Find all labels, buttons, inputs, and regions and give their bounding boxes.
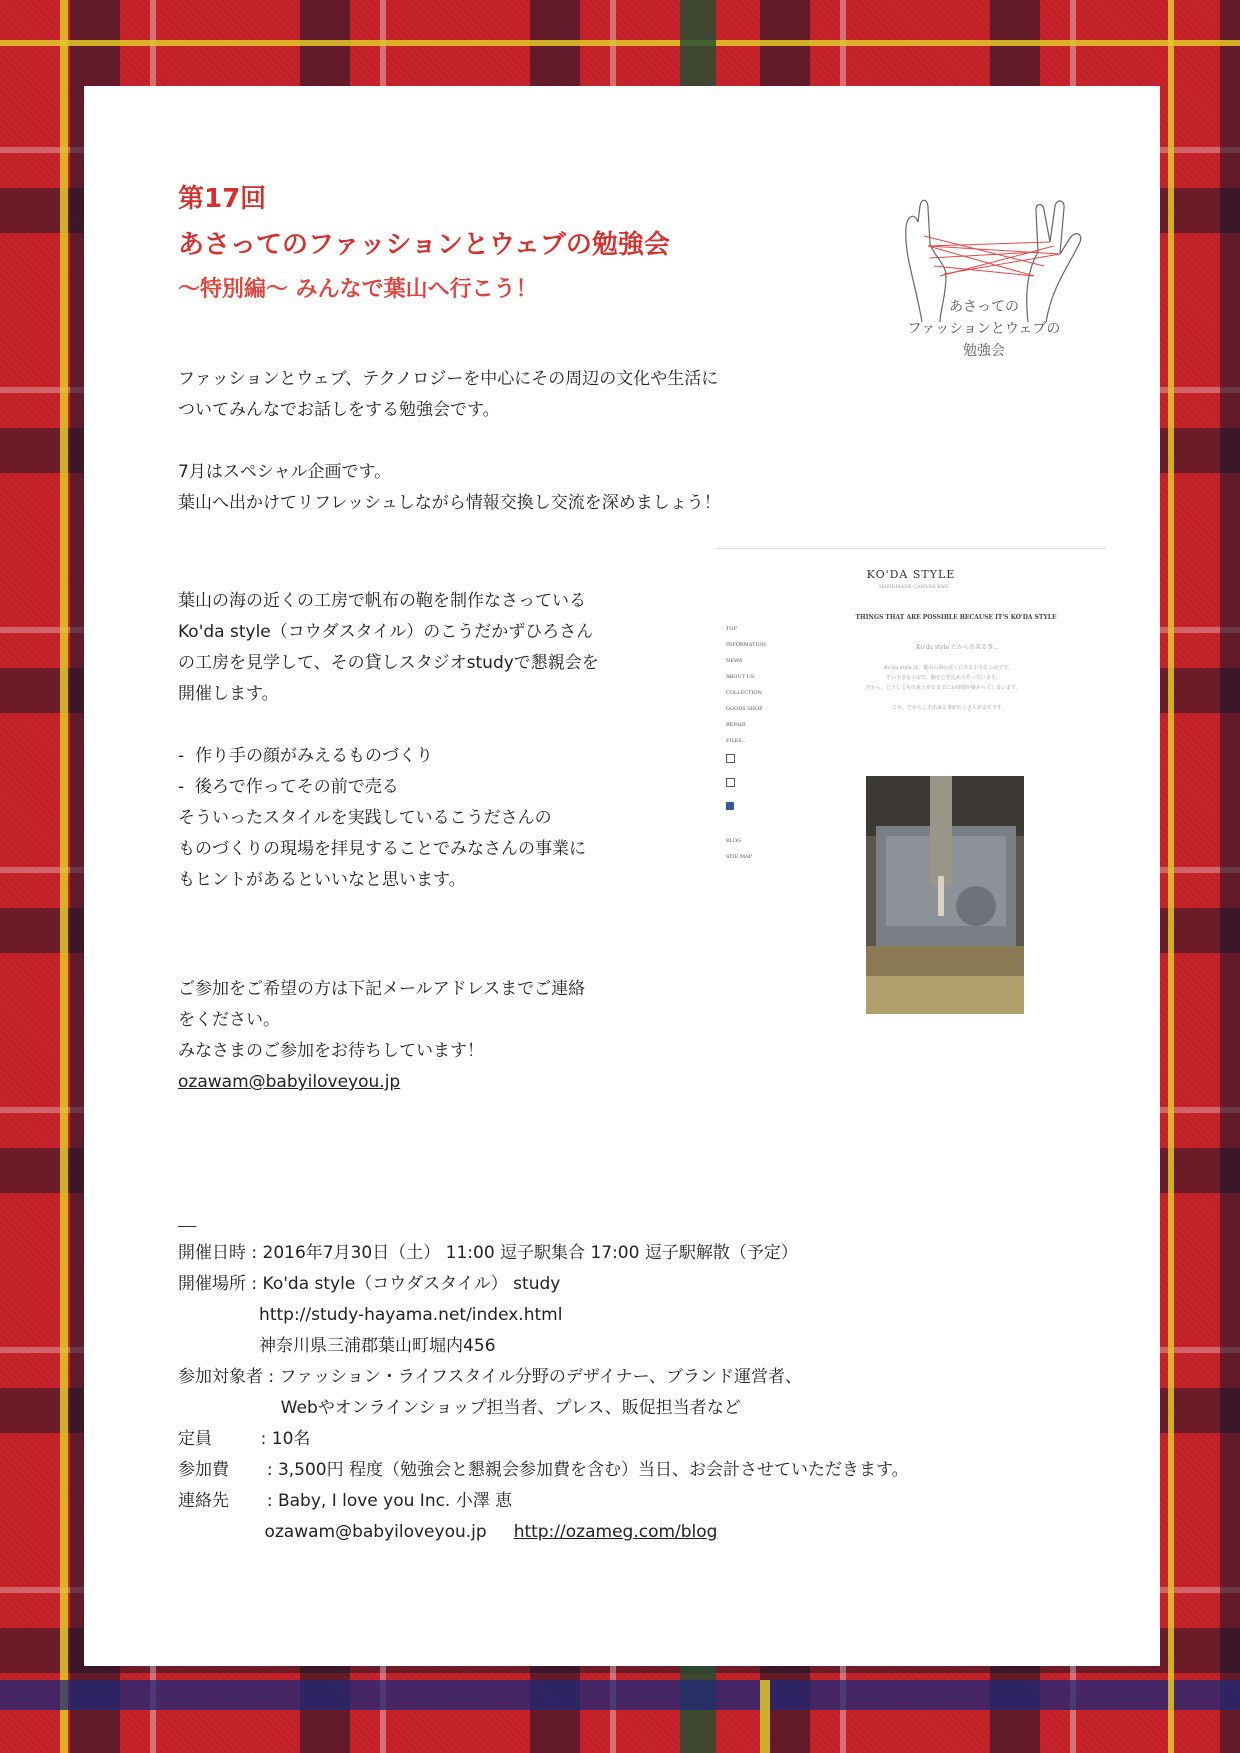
site-brand-sub: HANDMADE CANVAS BAG xyxy=(879,584,949,590)
contact-email-link[interactable]: ozawam@babyiloveyou.jp xyxy=(178,1072,401,1092)
site-nav-item[interactable]: BLOG xyxy=(726,838,742,844)
site-nav-item[interactable]: FILES... xyxy=(726,738,747,744)
detail-venue-url: http://study-hayama.net/index.html xyxy=(178,1305,563,1325)
site-headline: THINGS THAT ARE POSSIBLE BECAUSE IT'S KO'DA STYLE xyxy=(855,614,1057,621)
cta-text xyxy=(178,974,585,1098)
cta-message: ご参加をご希望の方は下記メールアドレスまでご連絡 をください。 みなさまのご参加をお待ちしています！ xyxy=(178,979,586,1061)
site-nav-item[interactable]: NEWS xyxy=(726,658,743,664)
instagram-icon[interactable] xyxy=(726,778,766,802)
facebook-icon[interactable] xyxy=(726,802,766,826)
flyer-sheet xyxy=(84,86,1160,1666)
site-nav-item[interactable]: REPAIR xyxy=(726,722,746,728)
site-para-4: でも、だからこそ出来る事がたくさんあるんです。 xyxy=(892,705,1007,711)
detail-contact-email: ozawam@babyiloveyou.jp xyxy=(178,1522,514,1542)
logo-text xyxy=(884,296,1084,362)
intro-paragraph-2: 7月はスペシャル企画です。 葉山へ出かけてリフレッシュしながら情報交換し交流を深めましょう！ xyxy=(178,462,721,513)
tartan-stripe xyxy=(0,1680,1240,1710)
flyer-title xyxy=(178,176,670,312)
blog-link[interactable]: http://ozameg.com/blog xyxy=(513,1522,718,1542)
detail-date: 開催日時 : 2016年7月30日（土） 11:00 逗子駅集合 17:00 逗子駅解散（予定） xyxy=(178,1243,798,1263)
body-text xyxy=(178,586,599,896)
title-line-1: 第17回 xyxy=(178,184,267,214)
website-screenshot xyxy=(716,548,1106,998)
site-para-3: だから、どうしても出来上がるまでにお時間が掛かってしまいます。 xyxy=(866,685,1021,691)
site-nav-item[interactable]: ABOUT US xyxy=(726,674,755,680)
site-nav-item[interactable]: TOP xyxy=(726,626,737,632)
site-para-1: Ko'da style は、葉山の海の近くにある小さな工房です。 xyxy=(884,665,1013,671)
site-nav-item[interactable]: GOODS SHOP xyxy=(726,706,763,712)
site-nav-spacer xyxy=(726,826,766,838)
detail-target: 参加対象者 : ファッション・ライフスタイル分野のデザイナー、ブランド運営者、 xyxy=(178,1367,802,1387)
logo-line-2: ファッションとウェブの xyxy=(907,321,1061,337)
sewing-machine-photo xyxy=(866,776,1024,1014)
detail-venue-address: 神奈川県三浦郡葉山町堀内456 xyxy=(178,1336,496,1356)
site-subheadline: Ko'da style だから出来る事… xyxy=(916,644,1000,651)
detail-fee: 参加費 : 3,500円 程度（勉強会と懇親会参加費を含む）当日、お会計させていただきます。 xyxy=(178,1460,909,1480)
detail-venue: 開催場所 : Ko'da style（コウダスタイル） study xyxy=(178,1274,561,1294)
detail-contact: 連絡先 : Baby, I love you Inc. 小澤 恵 xyxy=(178,1491,513,1511)
body-paragraph-2: - 作り手の顔がみえるものづくり - 後ろで作ってその前で売る そういったスタイルを実践しているこうださんの ものづくりの現場を拝見することでみなさんの事業に もヒントがあるといいなと思います。 xyxy=(178,746,586,890)
title-line-2: あさってのファッションとウェブの勉強会 xyxy=(178,230,670,260)
event-details xyxy=(178,1238,909,1548)
logo-line-1: あさっての xyxy=(949,299,1019,315)
site-nav-item[interactable]: INFORMATION xyxy=(726,642,766,648)
site-para-2: その小さな工房で、鞄を心を込めて作っています。 xyxy=(886,675,1001,681)
site-brand: KO'DA STYLE xyxy=(866,568,956,581)
instagram-icon[interactable] xyxy=(726,754,766,778)
sewing-machine-illustration xyxy=(866,776,1024,1014)
tartan-stripe xyxy=(0,40,1240,46)
site-nav xyxy=(726,626,766,870)
section-divider xyxy=(178,1226,196,1227)
site-top-rule xyxy=(716,548,1106,549)
tartan-stripe xyxy=(760,1680,770,1753)
detail-target-cont: Webやオンラインショップ担当者、プレス、販促担当者など xyxy=(178,1398,741,1418)
site-nav-item[interactable]: COLLECTION xyxy=(726,690,762,696)
title-line-3: 〜特別編〜 みんなで葉山へ行こう！ xyxy=(178,277,538,302)
intro-text xyxy=(178,364,721,519)
detail-capacity: 定員 : 10名 xyxy=(178,1429,311,1449)
tartan-stripe xyxy=(60,0,68,1753)
logo-line-3: 勉強会 xyxy=(963,343,1005,359)
site-nav-item[interactable]: SITE MAP xyxy=(726,854,753,860)
intro-paragraph-1: ファッションとウェブ、テクノロジーを中心にその周辺の文化や生活に ついてみんなでお話しをする勉強会です。 xyxy=(178,369,719,420)
tartan-stripe xyxy=(1168,0,1174,1753)
body-paragraph-1: 葉山の海の近くの工房で帆布の鞄を制作なさっている Ko'da style（コウダスタイル）のこうだかずひろさん の工房を見学して、その貸しスタジオstudyで懇親会を 開催します。 xyxy=(178,591,599,704)
